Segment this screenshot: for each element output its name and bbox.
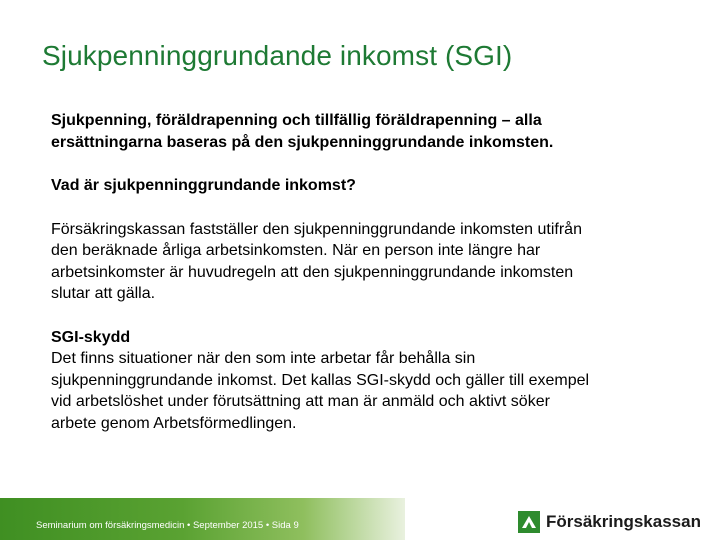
- answer-line: den beräknade årliga arbetsinkomsten. När en person inte längre har: [51, 242, 541, 259]
- sgi-skydd-line: arbete genom Arbetsförmedlingen.: [51, 414, 297, 432]
- answer-line: slutar att gälla.: [51, 285, 156, 302]
- sgi-skydd-line: Det finns situationer när den som inte arbetar får behålla sin: [51, 350, 476, 367]
- answer-line: arbetsinkomster är huvudregeln att den sjukpenninggrundande inkomsten: [51, 263, 574, 281]
- sgi-skydd-paragraph: [51, 327, 691, 435]
- intro-line: ersättningarna baseras på den sjukpenninggrundande inkomsten.: [51, 133, 554, 151]
- sgi-skydd-line: sjukpenninggrundande inkomst. Det kallas SGI-skydd och gäller till exempel: [51, 371, 590, 389]
- footer-bar: [0, 498, 405, 540]
- intro-paragraph: [51, 110, 691, 153]
- question-text: Vad är sjukpenninggrundande inkomst?: [51, 177, 356, 194]
- answer-paragraph: [51, 219, 691, 305]
- footer-text: Seminarium om försäkringsmedicin • September 2015 • Sida 9: [36, 520, 299, 531]
- slide-content: [51, 110, 691, 456]
- sgi-skydd-heading: SGI-skydd: [51, 328, 131, 346]
- answer-line: Försäkringskassan fastställer den sjukpenninggrundande inkomsten utifrån: [51, 220, 582, 238]
- intro-line: Sjukpenning, föräldrapenning och tillfällig föräldrapenning – alla: [51, 112, 542, 129]
- logo: [518, 510, 701, 534]
- forsakringskassan-logo-icon: [518, 511, 540, 533]
- logo-text: Försäkringskassan: [546, 512, 701, 531]
- slide-title: Sjukpenninggrundande inkomst (SGI): [42, 40, 513, 71]
- question-paragraph: [51, 175, 691, 197]
- sgi-skydd-line: vid arbetslöshet under förutsättning att man är anmäld och aktivt söker: [51, 393, 550, 410]
